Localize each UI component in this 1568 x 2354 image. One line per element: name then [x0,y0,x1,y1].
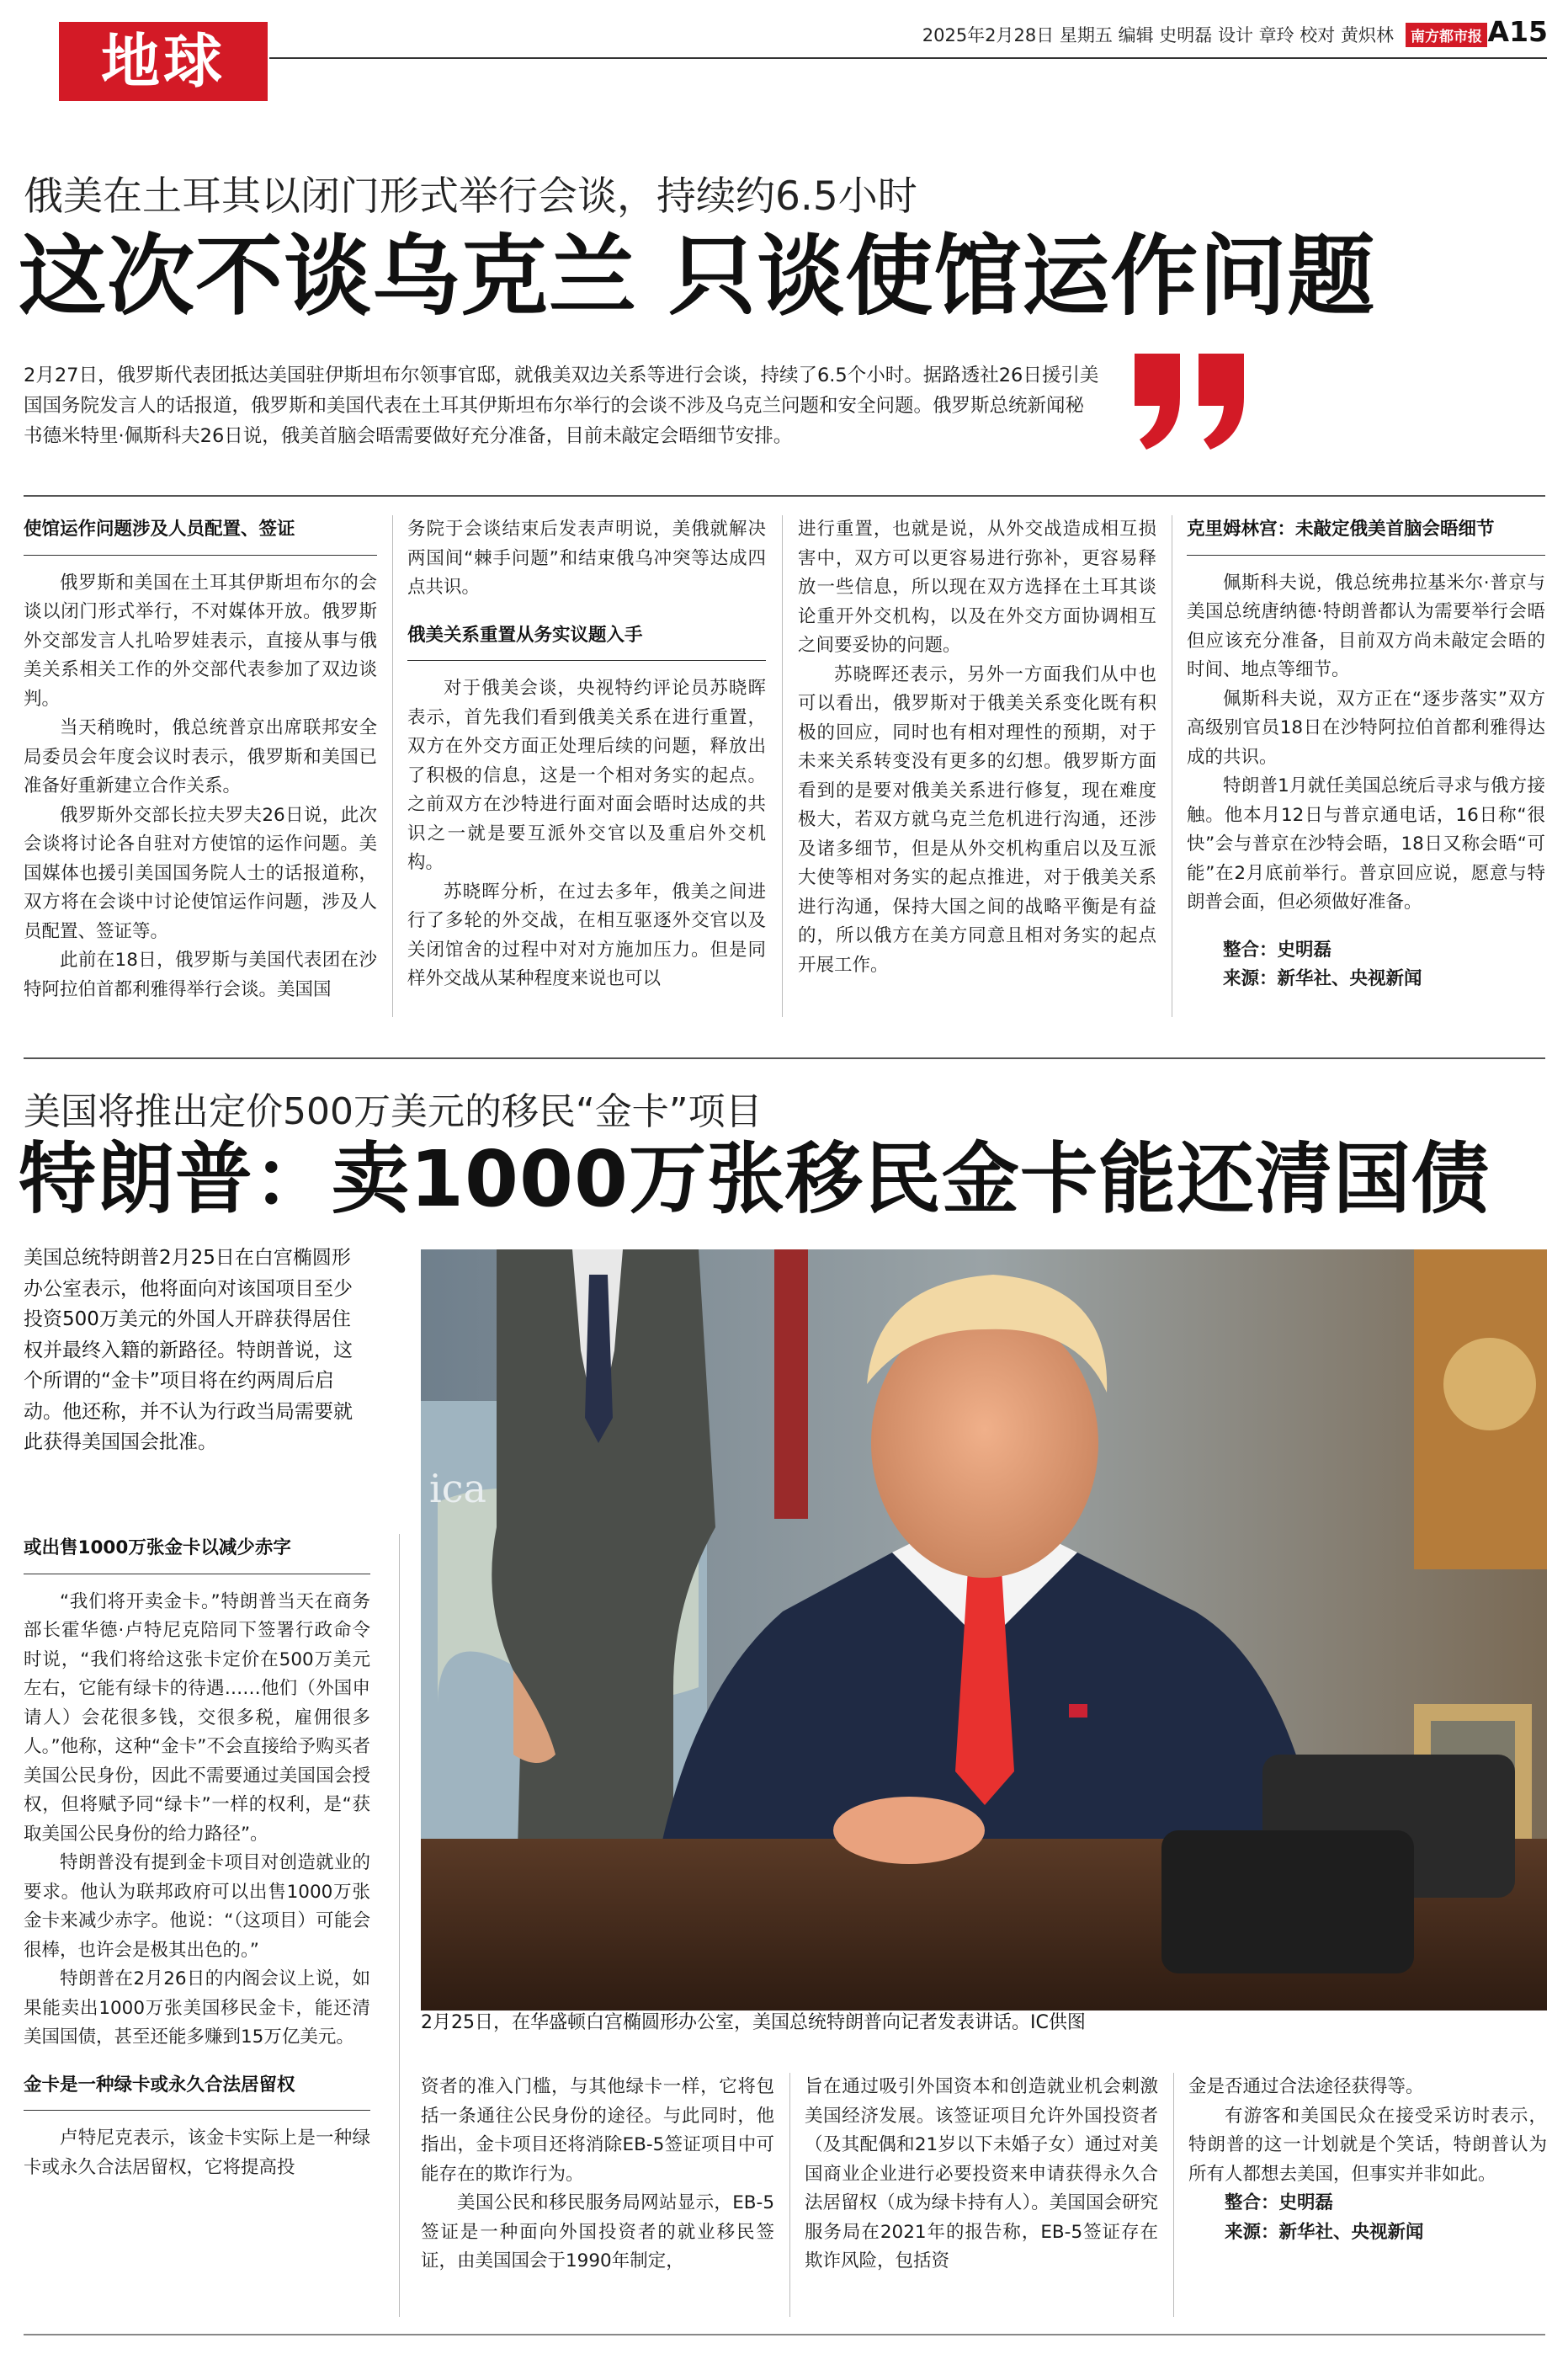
paragraph: 资者的准入门槛，与其他绿卡一样，它将包括一条通往公民身份的途径。与此同时，他指出，金卡项目还将消除EB-5签证项目中可能存在的欺诈行为。 [421,2076,774,2185]
paragraph: 苏晓晖分析，在过去多年，俄美之间进行了多轮的外交战，在相互驱逐外交官以及关闭馆舍的过程中对对方施加压力。但是同样外交战从某种程度来说也可以 [407,881,766,989]
paragraph: 佩斯科夫说，俄总统弗拉基米尔·普京与美国总统唐纳德·特朗普都认为需要举行会晤但应该充分准备，目前双方尚未敲定会晤的时间、地点等细节。 [1187,572,1545,680]
header-info [922,22,1487,47]
paragraph: 俄罗斯和美国在土耳其伊斯坦布尔的会谈以闭门形式举行，不对媒体开放。俄罗斯外交部发言人扎哈罗娃表示，直接从事与俄美关系相关工作的外交部代表参加了双边谈判。 [24,572,377,710]
column-divider [1173,2073,1174,2317]
story1-rule [24,495,1545,497]
story2-column-3 [805,2073,1158,2277]
subheading: 金卡是一种绿卡或永久合法居留权 [24,2071,370,2112]
news-photo [421,1249,1547,2010]
subheading: 克里姆林宫：未敲定俄美首脑会晤细节 [1187,515,1545,556]
header-rule [269,57,1547,59]
subheading: 或出售1000万张金卡以减少赤字 [24,1534,370,1574]
story2-kicker: 美国将推出定价500万美元的移民“金卡”项目 [24,1090,763,1133]
paragraph: 金是否通过合法途径获得等。 [1188,2076,1424,2097]
paragraph: 进行重置，也就是说，从外交战造成相互损害中，双方可以更容易进行弥补，更容易释放一些信息，所以现在双方选择在土耳其谈论重开外交机构，以及在外交方面协调相互之间要妥协的问题。 [798,519,1156,656]
paragraph: 特朗普没有提到金卡项目对创造就业的要求。他认为联邦政府可以出售1000万张金卡来减少赤字。他说：“（这项目）可能会很棒，也许会是极其出色的。” [24,1852,370,1961]
paragraph: 特朗普1月就任美国总统后寻求与俄方接触。他本月12日与普京通电话，16日称“很快”会与普京在沙特会晤，18日又称会晤“可能”在2月底前举行。普京回应说，愿意与特朗普会面，但必须做好准备。 [1187,775,1545,913]
date-line: 2025年2月28日 星期五 编辑 史明磊 设计 章玲 校对 黄炽林 [922,25,1394,45]
paragraph: 务院于会谈结束后发表声明说，美俄就解决两国间“棘手问题”和结束俄乌冲突等达成四点共识。 [407,519,766,598]
column-divider [782,515,783,1017]
paragraph: 卢特尼克表示，该金卡实际上是一种绿卡或永久合法居留权，它将提高投 [24,2128,370,2178]
oval-office-illustration [421,1249,1547,2010]
story2-lead: 美国总统特朗普2月25日在白宫椭圆形办公室表示，他将面向对该国项目至少投资500万美元的外国人开辟获得居住权并最终入籍的新路径。特朗普说，这个所谓的“金卡”项目将在约两周后启动。他还称，并不认为行政当局需要就此获得美国国会批准。 [24,1247,353,1453]
paragraph: 苏晓晖还表示，另外一方面我们从中也可以看出，俄罗斯对于俄美关系变化既有积极的回应，同时也有相对理性的预期，对于未来关系转变没有更多的幻想。俄罗斯方面看到的是要对俄美关系进行修复，现在难度极大，若双方就乌克兰危机进行沟通，还涉及诸多细节，但是从外交机构重启以及互派大使等相对务实的起点推进，对于俄美关系进行沟通，保持大国之间的战略平衡是有益的，所以俄方在美方同意且相对务实的起点开展工作。 [798,663,1156,976]
subheading: 使馆运作问题涉及人员配置、签证 [24,515,377,556]
paragraph: 旨在通过吸引外国资本和创造就业机会刺激美国经济发展。该签证项目允许外国投资者（及其配偶和21岁以下未婚子女）通过对美国商业企业进行必要投资来申请获得永久合法居留权（成为绿卡持有人）。美国国会研究服务局在2021年的报告称，EB-5签证存在欺诈风险，包括资 [805,2076,1158,2271]
photo-watermark: ica [429,1466,486,1511]
paragraph: 特朗普在2月26日的内阁会议上说，如果能卖出1000万张美国移民金卡，能还清美国国债，甚至还能多赚到15万亿美元。 [24,1968,370,2048]
quote-mark-icon [1128,345,1254,455]
story-divider [24,1057,1545,1059]
column-divider [399,1534,400,2317]
paragraph: 当天稍晚时，俄总统普京出席联邦安全局委员会年度会议时表示，俄罗斯和美国已准备好重新建立合作关系。 [24,717,377,796]
story2-headline: 特朗普：卖1000万张移民金卡能还清国债 [19,1134,1491,1224]
story2-column-4 [1188,2073,1547,2247]
story1-headline: 这次不谈乌克兰 只谈使馆运作问题 [19,225,1376,328]
story1-kicker: 俄美在土耳其以闭门形式举行会谈，持续约6.5小时 [24,173,917,220]
story1-column-3 [798,515,1156,980]
credit-source: 来源：新华社、央视新闻 [1223,968,1422,989]
credit-source: 来源：新华社、央视新闻 [1225,2221,1424,2243]
credit-editor: 整合：史明磊 [1223,939,1332,961]
footer-rule [24,2334,1545,2335]
section-tag: 地球 [59,22,268,101]
story2-column-2 [421,2073,774,2277]
paragraph: “我们将开卖金卡。”特朗普当天在商务部长霍华德·卢特尼克陪同下签署行政命令时说，“我们将给这张卡定价在500万美元左右，它能有绿卡的待遇……他们（外国申请人）会花很多钱，交很多税，雇佣很多人。”他称，这种“金卡”不会直接给予购买者美国公民身份，因此不需要通过美国国会授权，但将赋予同“绿卡”一样的权利，是“获取美国公民身份的给力路径”。 [24,1590,370,1845]
subheading: 俄美关系重置从务实议题入手 [407,621,766,662]
story1-lead: 2月27日，俄罗斯代表团抵达美国驻伊斯坦布尔领事官邸，就俄美双边关系等进行会谈，持续了6.5个小时。据路透社26日援引美国国务院发言人的话报道，俄罗斯和美国代表在土耳其伊斯坦布尔举行的会谈不涉及乌克兰问题和安全问题。俄罗斯总统新闻秘书德米特里·佩斯科夫26日说，俄美首脑会晤需要做好充分准备，目前未敲定会晤细节安排。 [24,365,1099,447]
photo-caption: 2月25日，在华盛顿白宫椭圆形办公室，美国总统特朗普向记者发表讲话。IC供图 [421,2012,1086,2033]
story2-column-1 [24,1534,370,2182]
story1-column-4 [1187,515,1545,994]
paragraph: 美国公民和移民服务局网站显示，EB-5签证是一种面向外国投资者的就业移民签证，由美国国会于1990年制定， [421,2192,774,2271]
story1-column-2 [407,515,766,994]
paragraph: 有游客和美国民众在接受采访时表示，特朗普的这一计划就是个笑话，特朗普认为所有人都想去美国，但事实并非如此。 [1188,2105,1547,2185]
paragraph: 对于俄美会谈，央视特约评论员苏晓晖表示，首先我们看到俄美关系在进行重置，双方在外交方面正处理后续的问题，释放出了积极的信息，这是一个相对务实的起点。之前双方在沙特进行面对面会晤时达成的共识之一就是要互派外交官以及重启外交机构。 [407,678,766,873]
page-number: A15 [1487,15,1548,48]
column-divider [789,2073,790,2317]
paragraph: 俄罗斯外交部长拉夫罗夫26日说，此次会谈将讨论各自驻对方使馆的运作问题。美国媒体也援引美国国务院人士的话报道称，双方将在会谈中讨论使馆运作问题，涉及人员配置、签证等。 [24,804,377,942]
paragraph: 此前在18日，俄罗斯与美国代表团在沙特阿拉伯首都利雅得举行会谈。美国国 [24,950,377,1000]
column-divider [392,515,393,1017]
paper-logo: 南方都市报 [1406,23,1487,47]
story1-column-1 [24,515,377,1004]
credit-editor: 整合：史明磊 [1225,2192,1334,2213]
paragraph: 佩斯科夫说，双方正在“逐步落实”双方高级别官员18日在沙特阿拉伯首都利雅得达成的共识。 [1187,688,1545,768]
